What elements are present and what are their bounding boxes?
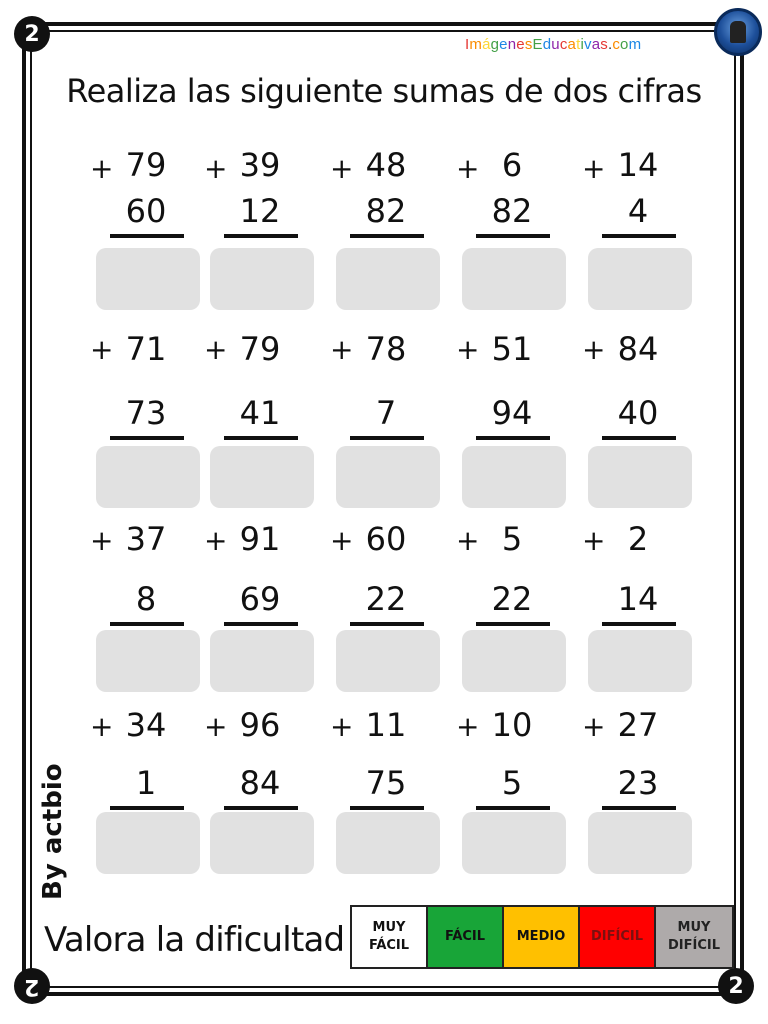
brand-logo-icon bbox=[714, 8, 762, 56]
addend-bottom: 14 bbox=[617, 580, 659, 618]
addend-bottom: 94 bbox=[491, 394, 533, 432]
addend-bottom: 60 bbox=[125, 192, 167, 230]
sum-line bbox=[224, 436, 298, 440]
site-name-letter: u bbox=[551, 36, 560, 53]
plus-sign: + bbox=[330, 333, 354, 366]
worksheet-title: Realiza las siguiente sumas de dos cifras bbox=[66, 72, 702, 110]
plus-sign: + bbox=[330, 524, 354, 557]
sum-line bbox=[224, 234, 298, 238]
answer-box[interactable] bbox=[588, 446, 692, 508]
site-name-letter: g bbox=[490, 36, 500, 53]
addend-top: 96 bbox=[239, 706, 281, 744]
addend-bottom: 40 bbox=[617, 394, 659, 432]
site-name-letter: c bbox=[612, 36, 621, 53]
addend-bottom: 41 bbox=[239, 394, 281, 432]
plus-sign: + bbox=[330, 152, 354, 185]
site-name-letter: a bbox=[591, 36, 601, 53]
addend-top: 71 bbox=[125, 330, 167, 368]
rating-option[interactable]: MUY DIFÍCIL bbox=[656, 907, 732, 967]
answer-box[interactable] bbox=[210, 630, 314, 692]
addend-top: 37 bbox=[125, 520, 167, 558]
sum-line bbox=[350, 622, 424, 626]
addend-bottom: 7 bbox=[375, 394, 397, 432]
answer-box[interactable] bbox=[588, 248, 692, 310]
site-name-letter: e bbox=[499, 36, 508, 53]
addend-top: 6 bbox=[501, 146, 523, 184]
sum-line bbox=[476, 806, 550, 810]
plus-sign: + bbox=[204, 152, 228, 185]
plus-sign: + bbox=[456, 710, 480, 743]
answer-box[interactable] bbox=[96, 248, 200, 310]
difficulty-rating bbox=[350, 905, 734, 969]
plus-sign: + bbox=[582, 524, 606, 557]
addend-bottom: 22 bbox=[491, 580, 533, 618]
site-name bbox=[465, 36, 641, 53]
sum-line bbox=[602, 436, 676, 440]
answer-box[interactable] bbox=[336, 248, 440, 310]
addend-bottom: 73 bbox=[125, 394, 167, 432]
site-name-letter: E bbox=[532, 36, 543, 53]
addend-top: 91 bbox=[239, 520, 281, 558]
addend-bottom: 23 bbox=[617, 764, 659, 802]
sum-line bbox=[602, 806, 676, 810]
plus-sign: + bbox=[456, 524, 480, 557]
addend-top: 10 bbox=[491, 706, 533, 744]
addend-bottom: 82 bbox=[365, 192, 407, 230]
rating-option[interactable]: MEDIO bbox=[504, 907, 580, 967]
plus-sign: + bbox=[90, 333, 114, 366]
addend-bottom: 4 bbox=[627, 192, 649, 230]
addend-bottom: 84 bbox=[239, 764, 281, 802]
corner-badge-bottom-left: 2 bbox=[14, 968, 50, 1004]
sum-line bbox=[602, 234, 676, 238]
sum-line bbox=[350, 234, 424, 238]
plus-sign: + bbox=[90, 152, 114, 185]
site-name-letter: m bbox=[628, 36, 642, 53]
plus-sign: + bbox=[204, 710, 228, 743]
site-name-letter: a bbox=[567, 36, 577, 53]
addend-bottom: 75 bbox=[365, 764, 407, 802]
addend-top: 5 bbox=[501, 520, 523, 558]
addend-bottom: 82 bbox=[491, 192, 533, 230]
plus-sign: + bbox=[582, 152, 606, 185]
rating-option[interactable]: MUY FÁCIL bbox=[352, 907, 428, 967]
site-name-letter: n bbox=[507, 36, 517, 53]
answer-box[interactable] bbox=[210, 812, 314, 874]
addend-bottom: 1 bbox=[135, 764, 157, 802]
site-name-letter: i bbox=[580, 36, 584, 53]
sum-line bbox=[476, 622, 550, 626]
plus-sign: + bbox=[456, 152, 480, 185]
sum-line bbox=[476, 436, 550, 440]
addend-top: 79 bbox=[239, 330, 281, 368]
plus-sign: + bbox=[582, 333, 606, 366]
author-byline: By actbio bbox=[38, 763, 68, 900]
site-name-letter: s bbox=[524, 36, 533, 53]
answer-box[interactable] bbox=[462, 446, 566, 508]
addend-top: 84 bbox=[617, 330, 659, 368]
sum-line bbox=[350, 436, 424, 440]
plus-sign: + bbox=[456, 333, 480, 366]
answer-box[interactable] bbox=[336, 446, 440, 508]
sum-line bbox=[476, 234, 550, 238]
corner-badge-top-left: 2 bbox=[14, 16, 50, 52]
sum-line bbox=[224, 622, 298, 626]
answer-box[interactable] bbox=[96, 630, 200, 692]
site-name-letter: v bbox=[584, 36, 592, 53]
sum-line bbox=[224, 806, 298, 810]
answer-box[interactable] bbox=[210, 248, 314, 310]
sum-line bbox=[110, 436, 184, 440]
plus-sign: + bbox=[330, 710, 354, 743]
site-name-letter: s bbox=[600, 36, 608, 53]
rating-option[interactable]: DIFÍCIL bbox=[580, 907, 656, 967]
corner-badge-bottom-right: 2 bbox=[718, 968, 754, 1004]
addend-top: 39 bbox=[239, 146, 281, 184]
addend-top: 60 bbox=[365, 520, 407, 558]
site-name-letter: t bbox=[576, 36, 581, 53]
rating-option[interactable]: FÁCIL bbox=[428, 907, 504, 967]
addend-bottom: 5 bbox=[501, 764, 523, 802]
addend-bottom: 22 bbox=[365, 580, 407, 618]
answer-box[interactable] bbox=[462, 248, 566, 310]
answer-box[interactable] bbox=[210, 446, 314, 508]
plus-sign: + bbox=[204, 333, 228, 366]
sum-line bbox=[110, 806, 184, 810]
rating-label: Valora la dificultad bbox=[44, 920, 345, 960]
plus-sign: + bbox=[90, 710, 114, 743]
answer-box[interactable] bbox=[96, 446, 200, 508]
sum-line bbox=[110, 622, 184, 626]
addend-top: 11 bbox=[365, 706, 407, 744]
addend-top: 14 bbox=[617, 146, 659, 184]
addend-top: 78 bbox=[365, 330, 407, 368]
addend-top: 51 bbox=[491, 330, 533, 368]
plus-sign: + bbox=[204, 524, 228, 557]
site-name-letter: o bbox=[620, 36, 629, 53]
answer-box[interactable] bbox=[462, 630, 566, 692]
sum-line bbox=[110, 234, 184, 238]
addend-top: 79 bbox=[125, 146, 167, 184]
answer-box[interactable] bbox=[588, 812, 692, 874]
site-name-letter: I bbox=[465, 36, 470, 53]
answer-box[interactable] bbox=[336, 812, 440, 874]
addend-top: 2 bbox=[627, 520, 649, 558]
sum-line bbox=[350, 806, 424, 810]
addend-bottom: 69 bbox=[239, 580, 281, 618]
plus-sign: + bbox=[90, 524, 114, 557]
site-name-letter: m bbox=[469, 36, 483, 53]
addend-top: 34 bbox=[125, 706, 167, 744]
site-name-letter: d bbox=[542, 36, 552, 53]
site-name-letter: . bbox=[607, 36, 613, 53]
addend-top: 48 bbox=[365, 146, 407, 184]
site-name-letter: c bbox=[559, 36, 568, 53]
answer-box[interactable] bbox=[96, 812, 200, 874]
sum-line bbox=[602, 622, 676, 626]
answer-box[interactable] bbox=[588, 630, 692, 692]
addend-bottom: 8 bbox=[135, 580, 157, 618]
answer-box[interactable] bbox=[462, 812, 566, 874]
addend-top: 27 bbox=[617, 706, 659, 744]
site-name-letter: e bbox=[516, 36, 525, 53]
answer-box[interactable] bbox=[336, 630, 440, 692]
addend-bottom: 12 bbox=[239, 192, 281, 230]
plus-sign: + bbox=[582, 710, 606, 743]
site-name-letter: á bbox=[482, 36, 491, 53]
